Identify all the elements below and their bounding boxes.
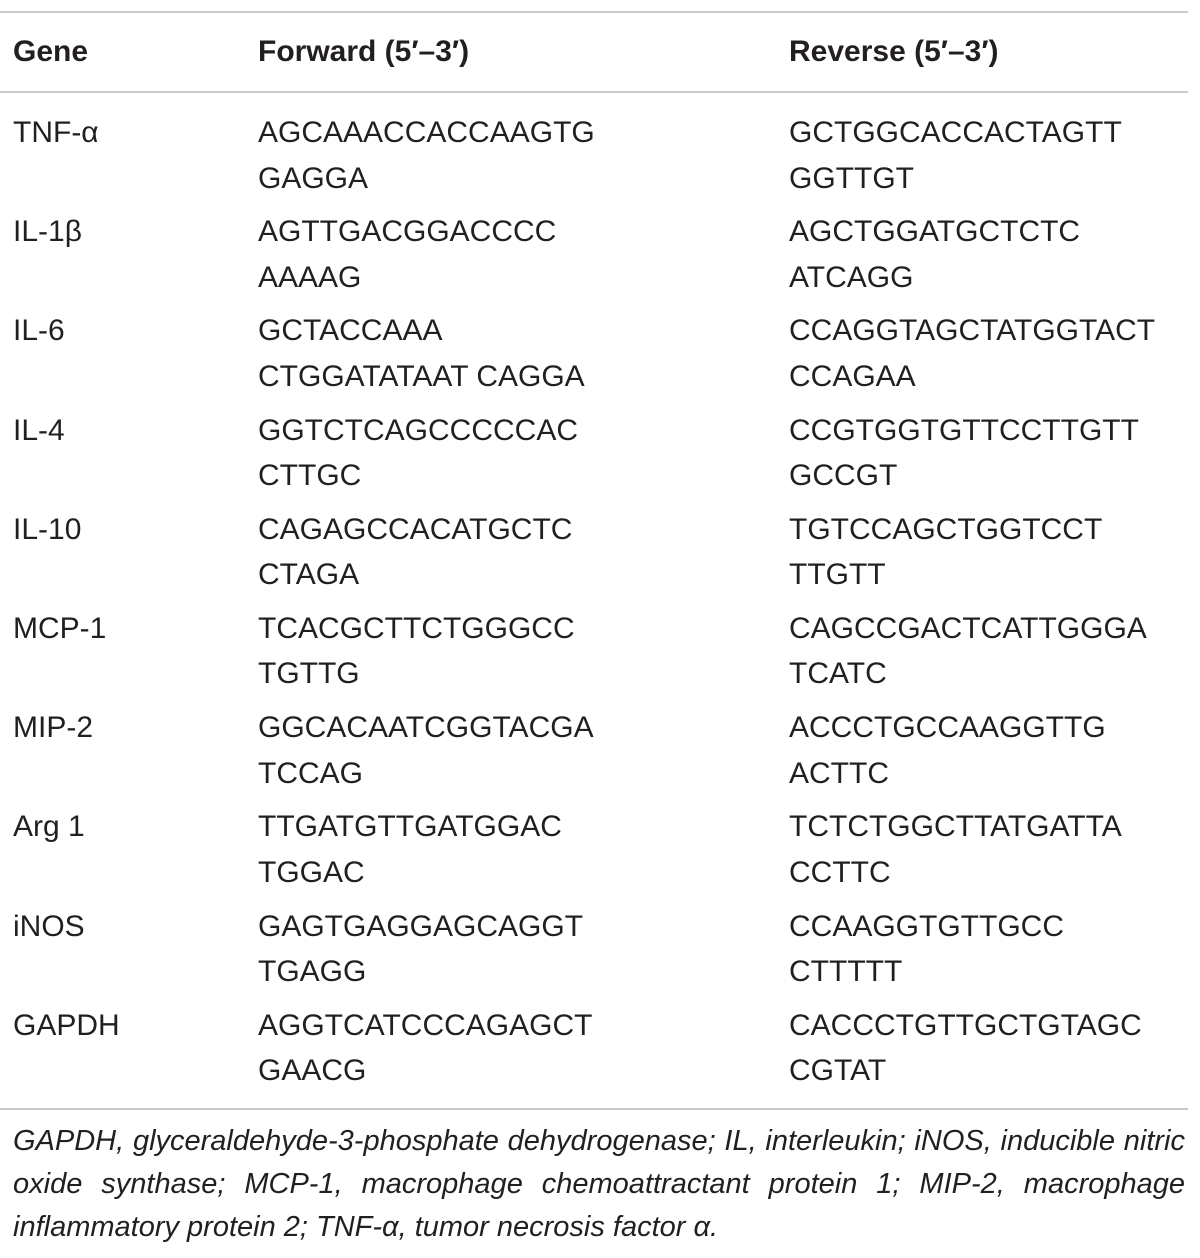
header-gene: Gene xyxy=(13,35,89,68)
gene-cell: MCP-1 xyxy=(13,611,107,645)
forward-primer-cell: TTGATGTTGATGGAC TGGAC xyxy=(258,810,562,889)
gene-cell: IL-10 xyxy=(13,512,82,546)
table-row xyxy=(0,1003,1188,1102)
reverse-primer-cell: CCAAGGTGTTGCC CTTTTT xyxy=(789,909,1064,988)
gene-cell: MIP-2 xyxy=(13,711,94,745)
gene-cell: IL-6 xyxy=(13,314,65,348)
table-footnote: GAPDH, glyceraldehyde-3-phosphate dehydrogenase; IL, interleukin; iNOS, inducible nitric oxide synthase; MCP-1, macrophage chemoattractant protein 1; MIP-2, macrophage inflammatory protein 2; TNF-α, tumor necrosis factor α. xyxy=(13,1125,1185,1243)
forward-primer-cell: AGTTGACGGACCCC AAAAG xyxy=(258,215,557,294)
gene-cell: IL-1β xyxy=(13,215,82,249)
gene-cell: GAPDH xyxy=(13,1008,120,1042)
reverse-primer-cell: TCTCTGGCTTATGATTA CCTTC xyxy=(789,810,1122,889)
table-row xyxy=(0,507,1188,606)
reverse-primer-cell: ACCCTGCCAAGGTTG ACTTC xyxy=(789,711,1106,790)
forward-primer-cell: TCACGCTTCTGGGCC TGTTG xyxy=(258,611,575,691)
table-header-rule xyxy=(0,91,1188,93)
table-row xyxy=(0,209,1188,308)
gene-cell: iNOS xyxy=(13,909,85,943)
table-row xyxy=(0,110,1188,209)
reverse-primer-cell: TGTCCAGCTGGTCCT TTGTT xyxy=(789,512,1103,592)
forward-primer-cell: GCTACCAAA CTGGATATAAT CAGGA xyxy=(258,314,585,393)
table-header-row xyxy=(0,28,1188,76)
table-bottom-rule xyxy=(0,1108,1188,1110)
reverse-primer-cell: CACCCTGTTGCTGTAGC CGTAT xyxy=(789,1008,1142,1088)
table-row xyxy=(0,904,1188,1003)
gene-cell: TNF-α xyxy=(13,116,99,149)
table-body xyxy=(0,110,1188,1102)
table-row xyxy=(0,308,1188,407)
forward-primer-cell: AGGTCATCCCAGAGCT GAACG xyxy=(258,1008,593,1088)
forward-primer-cell: GGCACAATCGGTACGA TCCAG xyxy=(258,711,594,790)
forward-primer-cell: AGCAAACCACCAAGTG GAGGA xyxy=(258,116,595,195)
reverse-primer-cell: CCAGGTAGCTATGGTACT CCAGAA xyxy=(789,314,1156,393)
gene-cell: IL-4 xyxy=(13,413,65,447)
forward-primer-cell: GGTCTCAGCCCCCAC CTTGC xyxy=(258,413,578,493)
table-row xyxy=(0,705,1188,804)
reverse-primer-cell: AGCTGGATGCTCTC ATCAGG xyxy=(789,215,1081,294)
reverse-primer-cell: CAGCCGACTCATTGGGA TCATC xyxy=(789,611,1147,691)
table-top-rule xyxy=(0,11,1188,13)
table-row xyxy=(0,606,1188,705)
forward-primer-cell: CAGAGCCACATGCTC CTAGA xyxy=(258,512,573,592)
table-row xyxy=(0,804,1188,903)
forward-primer-cell: GAGTGAGGAGCAGGT TGAGG xyxy=(258,909,584,988)
header-forward: Forward (5′–3′) xyxy=(258,35,470,68)
header-reverse: Reverse (5′–3′) xyxy=(789,35,999,68)
reverse-primer-cell: CCGTGGTGTTCCTTGTT GCCGT xyxy=(789,413,1139,493)
table-row xyxy=(0,408,1188,507)
gene-cell: Arg 1 xyxy=(13,810,85,844)
reverse-primer-cell: GCTGGCACCACTAGTT GGTTGT xyxy=(789,116,1122,195)
